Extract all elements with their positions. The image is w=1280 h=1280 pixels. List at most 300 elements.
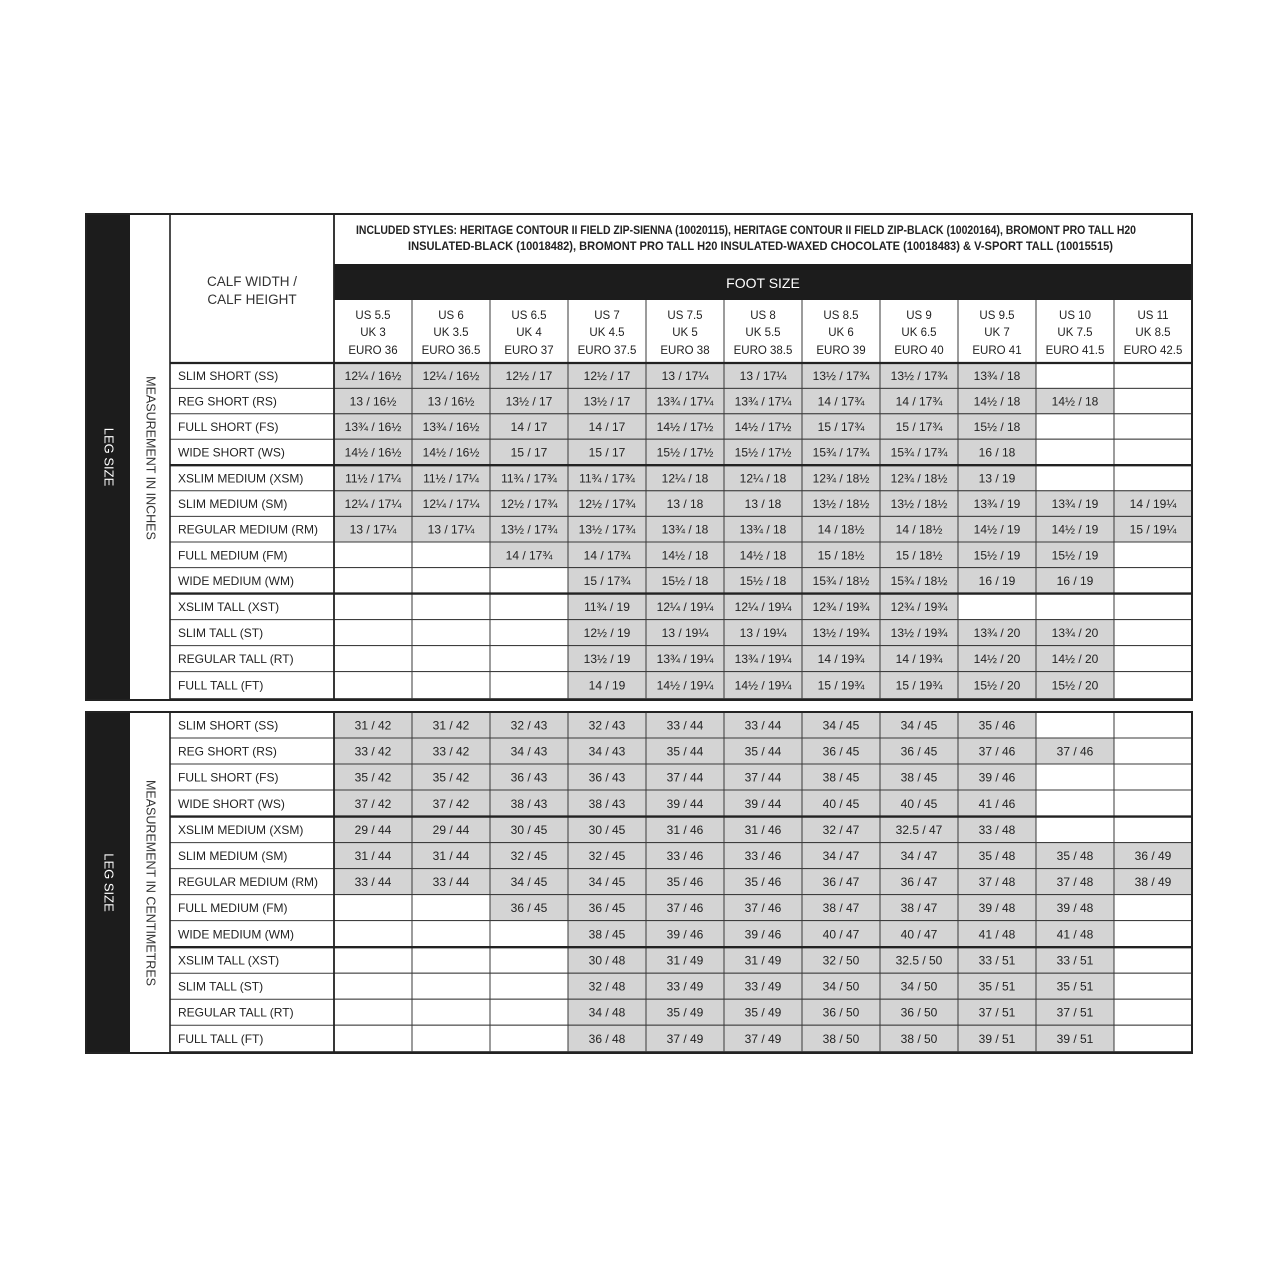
size-uk: UK 3.5 xyxy=(433,327,469,339)
empty-cell xyxy=(334,1025,412,1051)
size-cell-value: 34 / 45 xyxy=(822,718,860,733)
size-cell-value: 31 / 46 xyxy=(666,823,704,838)
empty-cell xyxy=(334,542,412,568)
corner-header-line: CALF HEIGHT xyxy=(207,292,297,307)
size-cell-value: 33 / 46 xyxy=(744,849,782,864)
size-cell-value: 35 / 46 xyxy=(978,718,1016,733)
size-cell-value: 15½ / 19 xyxy=(973,548,1021,563)
size-us: US 10 xyxy=(1059,310,1091,322)
size-cell-value: 15 / 17 xyxy=(588,445,626,460)
size-cell-value: 16 / 18 xyxy=(978,445,1016,460)
size-cell-value: 13½ / 17 xyxy=(505,394,553,409)
size-us: US 8 xyxy=(750,310,776,322)
empty-cell xyxy=(1114,465,1192,491)
size-cell-value: 14½ / 19¼ xyxy=(656,678,714,693)
size-cell-value: 12½ / 19 xyxy=(583,626,631,641)
size-cell-value: 12¼ / 18 xyxy=(739,471,787,486)
size-cell-value: 15½ / 17½ xyxy=(656,445,714,460)
size-cell-value: 37 / 49 xyxy=(666,1031,704,1046)
size-cell-value: 13½ / 17¾ xyxy=(578,522,636,537)
size-cell-value: 12½ / 17¾ xyxy=(578,497,636,512)
size-cell-value: 31 / 42 xyxy=(432,718,470,733)
size-cell-value: 31 / 44 xyxy=(354,849,392,864)
size-cell-value: 30 / 45 xyxy=(588,823,626,838)
size-cell-value: 40 / 47 xyxy=(822,927,860,942)
size-cell-value: 16 / 19 xyxy=(978,574,1016,589)
size-cell-value: 37 / 51 xyxy=(978,1005,1016,1020)
size-cell-value: 12¼ / 17¼ xyxy=(422,497,480,512)
size-cell-value: 31 / 49 xyxy=(744,953,782,968)
size-cell-value: 32.5 / 50 xyxy=(895,953,943,968)
row-label: FULL TALL (FT) xyxy=(178,1031,264,1046)
size-cell-value: 35 / 44 xyxy=(666,744,704,759)
row-label: FULL MEDIUM (FM) xyxy=(178,901,288,916)
size-euro: EURO 41.5 xyxy=(1045,345,1105,357)
empty-cell xyxy=(490,973,568,999)
size-cell-value: 13¾ / 19¼ xyxy=(656,652,714,667)
empty-cell xyxy=(334,620,412,646)
row-label: WIDE MEDIUM (WM) xyxy=(178,574,294,589)
included-styles-box xyxy=(334,214,1192,264)
size-cell-value: 34 / 43 xyxy=(510,744,548,759)
size-cell-value: 13 / 19¼ xyxy=(661,626,709,641)
empty-cell xyxy=(1114,1025,1192,1051)
size-cell-value: 14 / 17 xyxy=(510,420,548,434)
size-cell-value: 14 / 17¾ xyxy=(895,394,943,409)
empty-cell xyxy=(412,1025,490,1051)
size-cell-value: 14½ / 16½ xyxy=(422,445,480,460)
size-cell-value: 13 / 16½ xyxy=(427,394,475,409)
size-euro: EURO 37 xyxy=(504,345,554,357)
size-cell-value: 33 / 44 xyxy=(744,718,782,733)
size-cell-value: 12¾ / 18½ xyxy=(890,471,948,486)
size-uk: UK 3 xyxy=(360,327,386,339)
size-cell-value: 13 / 17¼ xyxy=(427,522,475,537)
size-euro: EURO 42.5 xyxy=(1123,345,1183,357)
size-cell-value: 14½ / 19 xyxy=(1051,522,1099,537)
size-cell-value: 35 / 48 xyxy=(1056,849,1094,864)
empty-cell xyxy=(1114,620,1192,646)
row-label: REGULAR MEDIUM (RM) xyxy=(178,875,318,890)
row-label: WIDE SHORT (WS) xyxy=(178,445,285,460)
row-label: XSLIM MEDIUM (XSM) xyxy=(178,823,304,838)
size-cell-value: 14½ / 20 xyxy=(1051,652,1099,667)
row-label: FULL MEDIUM (FM) xyxy=(178,548,288,563)
empty-cell xyxy=(412,542,490,568)
row-label: XSLIM MEDIUM (XSM) xyxy=(178,471,304,486)
size-cell-value: 14½ / 20 xyxy=(973,652,1021,667)
size-cell-value: 36 / 45 xyxy=(822,744,860,759)
size-cell-value: 36 / 45 xyxy=(900,744,938,759)
row-label: XSLIM TALL (XST) xyxy=(178,600,280,615)
empty-cell xyxy=(490,568,568,594)
size-cell-value: 12¾ / 19¾ xyxy=(812,600,870,615)
size-cell-value: 13½ / 17¾ xyxy=(812,369,870,384)
size-cell-value: 35 / 46 xyxy=(744,875,782,890)
size-cell-value: 31 / 46 xyxy=(744,823,782,838)
size-cell-value: 13½ / 18½ xyxy=(812,497,870,512)
size-cell-value: 13¾ / 19 xyxy=(1051,497,1099,512)
size-cell-value: 12¾ / 19¾ xyxy=(890,600,948,615)
size-cell-value: 11¾ / 19 xyxy=(584,600,630,615)
size-cell-value: 37 / 44 xyxy=(666,770,704,785)
size-cell-value: 37 / 48 xyxy=(978,875,1016,890)
size-cell-value: 15 / 17¾ xyxy=(817,420,865,434)
row-label: SLIM MEDIUM (SM) xyxy=(178,849,288,864)
size-cell-value: 13¾ / 17¼ xyxy=(734,394,792,409)
size-cell-value: 34 / 48 xyxy=(588,1005,626,1020)
size-cell-value: 15 / 19¼ xyxy=(1129,522,1177,537)
size-cell-value: 13 / 18 xyxy=(666,497,704,512)
size-cell-value: 13¾ / 19¼ xyxy=(734,652,792,667)
size-cell-value: 13½ / 17¾ xyxy=(890,369,948,384)
size-cell-value: 38 / 43 xyxy=(588,796,626,811)
size-cell-value: 33 / 42 xyxy=(354,744,392,759)
size-cell-value: 12¼ / 18 xyxy=(661,471,709,486)
size-euro: EURO 36.5 xyxy=(421,345,481,357)
size-cell-value: 15 / 17 xyxy=(510,445,548,460)
size-cell-value: 33 / 42 xyxy=(432,744,470,759)
size-cell-value: 12¼ / 19¼ xyxy=(734,600,792,615)
size-cell-value: 32 / 48 xyxy=(588,979,626,994)
size-cell-value: 15 / 17¾ xyxy=(895,420,943,434)
empty-cell xyxy=(1114,895,1192,921)
empty-cell xyxy=(334,646,412,672)
size-uk: UK 8.5 xyxy=(1135,327,1171,339)
empty-cell xyxy=(1114,817,1192,843)
size-cell-value: 33 / 48 xyxy=(978,823,1016,838)
size-cell-value: 13 / 19¼ xyxy=(739,626,787,641)
empty-cell xyxy=(1036,439,1114,465)
size-cell-value: 36 / 43 xyxy=(588,770,626,785)
row-label: REGULAR TALL (RT) xyxy=(178,652,294,667)
size-cell-value: 29 / 44 xyxy=(354,823,392,838)
size-cell-value: 13¾ / 16½ xyxy=(344,420,402,434)
size-us: US 9 xyxy=(906,310,932,322)
size-cell-value: 39 / 46 xyxy=(666,927,704,942)
size-cell-value: 15 / 19¾ xyxy=(895,678,943,693)
size-cell-value: 37 / 46 xyxy=(744,901,782,916)
size-cell-value: 38 / 50 xyxy=(900,1031,938,1046)
size-cell-value: 12½ / 17 xyxy=(505,369,553,384)
size-cell-value: 38 / 45 xyxy=(588,927,626,942)
empty-cell xyxy=(1114,738,1192,764)
empty-cell xyxy=(1036,363,1114,388)
empty-cell xyxy=(412,947,490,973)
empty-cell xyxy=(490,999,568,1025)
size-cell-value: 15 / 18½ xyxy=(817,548,865,563)
empty-cell xyxy=(1114,439,1192,465)
size-euro: EURO 39 xyxy=(816,345,866,357)
size-cell-value: 15½ / 20 xyxy=(1051,678,1099,693)
size-cell-value: 36 / 47 xyxy=(900,875,938,890)
size-cell-value: 35 / 51 xyxy=(1056,979,1094,994)
size-cell-value: 31 / 44 xyxy=(432,849,470,864)
size-cell-value: 35 / 42 xyxy=(432,770,470,785)
empty-cell xyxy=(1114,999,1192,1025)
size-cell-value: 38 / 47 xyxy=(900,901,938,916)
size-cell-value: 36 / 45 xyxy=(588,901,626,916)
size-cell-value: 14½ / 19¼ xyxy=(734,678,792,693)
size-cell-value: 34 / 45 xyxy=(588,875,626,890)
size-cell-value: 13¾ / 18 xyxy=(661,522,709,537)
empty-cell xyxy=(1114,672,1192,699)
size-cell-value: 14 / 19 xyxy=(588,678,626,693)
size-cell-value: 14 / 17 xyxy=(588,420,626,434)
empty-cell xyxy=(1036,764,1114,790)
row-label: SLIM SHORT (SS) xyxy=(178,369,279,384)
size-us: US 9.5 xyxy=(979,310,1015,322)
size-cell-value: 15½ / 17½ xyxy=(734,445,792,460)
row-label: REG SHORT (RS) xyxy=(178,394,277,409)
size-uk: UK 4 xyxy=(516,327,542,339)
empty-cell xyxy=(490,672,568,699)
empty-cell xyxy=(1036,594,1114,620)
size-uk: UK 6 xyxy=(828,327,854,339)
size-cell-value: 13 / 18 xyxy=(744,497,782,512)
empty-cell xyxy=(412,672,490,699)
size-us: US 6 xyxy=(438,310,464,322)
row-label: SLIM SHORT (SS) xyxy=(178,718,279,733)
size-cell-value: 39 / 51 xyxy=(1056,1031,1094,1046)
size-cell-value: 30 / 48 xyxy=(588,953,626,968)
row-label: SLIM TALL (ST) xyxy=(178,626,264,641)
size-cell-value: 34 / 45 xyxy=(900,718,938,733)
empty-cell xyxy=(1114,790,1192,817)
size-cell-value: 14½ / 16½ xyxy=(344,445,402,460)
corner-header-line: CALF WIDTH / xyxy=(207,274,297,289)
size-cell-value: 37 / 42 xyxy=(354,796,392,811)
row-label: SLIM TALL (ST) xyxy=(178,979,264,994)
size-cell-value: 14 / 19¾ xyxy=(817,652,865,667)
size-cell-value: 38 / 45 xyxy=(900,770,938,785)
empty-cell xyxy=(334,947,412,973)
empty-cell xyxy=(1114,947,1192,973)
size-cell-value: 35 / 44 xyxy=(744,744,782,759)
size-uk: UK 4.5 xyxy=(589,327,625,339)
foot-size-label: FOOT SIZE xyxy=(726,275,800,291)
size-cell-value: 14 / 17¾ xyxy=(505,548,553,563)
size-cell-value: 12½ / 17¾ xyxy=(500,497,558,512)
empty-cell xyxy=(1036,465,1114,491)
size-cell-value: 35 / 46 xyxy=(666,875,704,890)
size-cell-value: 33 / 49 xyxy=(744,979,782,994)
size-cell-value: 35 / 42 xyxy=(354,770,392,785)
size-cell-value: 12¾ / 18½ xyxy=(812,471,870,486)
size-cell-value: 37 / 46 xyxy=(666,901,704,916)
size-cell-value: 15½ / 20 xyxy=(973,678,1021,693)
size-cell-value: 14½ / 19 xyxy=(973,522,1021,537)
size-cell-value: 38 / 43 xyxy=(510,796,548,811)
size-us: US 8.5 xyxy=(823,310,859,322)
size-cell-value: 37 / 48 xyxy=(1056,875,1094,890)
size-cell-value: 34 / 50 xyxy=(822,979,860,994)
size-uk: UK 5 xyxy=(672,327,698,339)
unit-label: MEASUREMENT IN CENTIMETRES xyxy=(143,779,158,987)
size-cell-value: 15 / 17¾ xyxy=(583,574,631,589)
size-us: US 11 xyxy=(1137,310,1169,322)
empty-cell xyxy=(490,646,568,672)
size-cell-value: 15 / 19¾ xyxy=(817,678,865,693)
size-cell-value: 32 / 47 xyxy=(822,823,860,838)
unit-label: MEASUREMENT IN INCHES xyxy=(143,376,158,540)
size-cell-value: 39 / 46 xyxy=(978,770,1016,785)
size-cell-value: 13 / 16½ xyxy=(349,394,397,409)
size-cell-value: 13¾ / 18 xyxy=(973,369,1021,384)
size-cell-value: 12½ / 17 xyxy=(583,369,631,384)
empty-cell xyxy=(334,568,412,594)
empty-cell xyxy=(490,1025,568,1051)
size-cell-value: 33 / 51 xyxy=(1056,953,1094,968)
empty-cell xyxy=(334,594,412,620)
empty-cell xyxy=(1114,764,1192,790)
empty-cell xyxy=(490,620,568,646)
size-cell-value: 34 / 47 xyxy=(822,849,860,864)
size-cell-value: 14½ / 18 xyxy=(1051,394,1099,409)
size-cell-value: 34 / 43 xyxy=(588,744,626,759)
empty-cell xyxy=(1114,363,1192,388)
size-cell-value: 14 / 18½ xyxy=(817,522,865,537)
size-euro: EURO 40 xyxy=(894,345,944,357)
size-cell-value: 37 / 46 xyxy=(1056,744,1094,759)
empty-cell xyxy=(412,999,490,1025)
size-uk: UK 5.5 xyxy=(745,327,781,339)
size-cell-value: 39 / 44 xyxy=(666,796,704,811)
empty-cell xyxy=(334,999,412,1025)
size-cell-value: 37 / 44 xyxy=(744,770,782,785)
size-cell-value: 12¼ / 17¼ xyxy=(344,497,402,512)
size-cell-value: 39 / 46 xyxy=(744,927,782,942)
size-cell-value: 13½ / 17 xyxy=(583,394,631,409)
empty-cell xyxy=(1114,973,1192,999)
size-cell-value: 35 / 51 xyxy=(978,979,1016,994)
size-cell-value: 32.5 / 47 xyxy=(895,823,943,838)
size-cell-value: 38 / 45 xyxy=(822,770,860,785)
size-cell-value: 15¾ / 17¾ xyxy=(812,445,870,460)
leg-size-label: LEG SIZE xyxy=(101,853,117,912)
size-cell-value: 38 / 47 xyxy=(822,901,860,916)
empty-cell xyxy=(1114,646,1192,672)
size-cell-value: 33 / 44 xyxy=(354,875,392,890)
size-cell-value: 35 / 48 xyxy=(978,849,1016,864)
size-cell-value: 39 / 44 xyxy=(744,796,782,811)
size-us: US 5.5 xyxy=(355,310,391,322)
size-cell-value: 37 / 49 xyxy=(744,1031,782,1046)
empty-cell xyxy=(1114,921,1192,948)
empty-cell xyxy=(412,895,490,921)
leg-size-label: LEG SIZE xyxy=(101,427,117,487)
size-cell-value: 32 / 43 xyxy=(588,718,626,733)
empty-cell xyxy=(958,594,1036,620)
size-cell-value: 14½ / 18 xyxy=(973,394,1021,409)
size-uk: UK 7.5 xyxy=(1057,327,1093,339)
size-cell-value: 35 / 49 xyxy=(666,1005,704,1020)
size-cell-value: 37 / 42 xyxy=(432,796,470,811)
size-cell-value: 14 / 19¼ xyxy=(1129,497,1177,512)
row-label: REG SHORT (RS) xyxy=(178,744,277,759)
size-cell-value: 15¾ / 18½ xyxy=(812,574,870,589)
size-cell-value: 13¾ / 16½ xyxy=(422,420,480,434)
size-euro: EURO 37.5 xyxy=(577,345,637,357)
size-cell-value: 38 / 49 xyxy=(1134,875,1172,890)
size-cell-value: 33 / 44 xyxy=(666,718,704,733)
size-us: US 7.5 xyxy=(667,310,703,322)
empty-cell xyxy=(1036,414,1114,439)
size-cell-value: 16 / 19 xyxy=(1056,574,1094,589)
row-label: FULL TALL (FT) xyxy=(178,678,264,693)
row-label: REGULAR MEDIUM (RM) xyxy=(178,522,318,537)
size-cell-value: 13½ / 17¾ xyxy=(500,522,558,537)
size-cell-value: 14 / 17¾ xyxy=(817,394,865,409)
row-label: REGULAR TALL (RT) xyxy=(178,1005,294,1020)
empty-cell xyxy=(412,594,490,620)
size-cell-value: 34 / 50 xyxy=(900,979,938,994)
empty-cell xyxy=(412,620,490,646)
empty-cell xyxy=(1114,568,1192,594)
size-cell-value: 11½ / 17¼ xyxy=(345,471,401,486)
size-uk: UK 6.5 xyxy=(901,327,937,339)
size-cell-value: 36 / 49 xyxy=(1134,849,1172,864)
size-euro: EURO 38 xyxy=(660,345,710,357)
row-label: WIDE MEDIUM (WM) xyxy=(178,927,294,942)
empty-cell xyxy=(1114,388,1192,413)
size-cell-value: 37 / 46 xyxy=(978,744,1016,759)
empty-cell xyxy=(490,921,568,948)
size-cell-value: 15¾ / 17¾ xyxy=(890,445,948,460)
empty-cell xyxy=(1114,712,1192,738)
size-cell-value: 35 / 49 xyxy=(744,1005,782,1020)
size-cell-value: 13¾ / 20 xyxy=(1051,626,1099,641)
size-cell-value: 32 / 43 xyxy=(510,718,548,733)
size-euro: EURO 38.5 xyxy=(733,345,793,357)
size-cell-value: 36 / 50 xyxy=(822,1005,860,1020)
size-cell-value: 14½ / 18 xyxy=(739,548,787,563)
size-cell-value: 13½ / 19 xyxy=(583,652,631,667)
size-cell-value: 33 / 46 xyxy=(666,849,704,864)
size-cell-value: 41 / 48 xyxy=(1056,927,1094,942)
size-cell-value: 36 / 45 xyxy=(510,901,548,916)
size-us: US 7 xyxy=(594,310,620,322)
empty-cell xyxy=(490,947,568,973)
empty-cell xyxy=(1114,594,1192,620)
size-cell-value: 32 / 50 xyxy=(822,953,860,968)
size-cell-value: 36 / 50 xyxy=(900,1005,938,1020)
size-cell-value: 13 / 17¼ xyxy=(661,369,709,384)
empty-cell xyxy=(412,568,490,594)
size-cell-value: 13¾ / 20 xyxy=(973,626,1021,641)
empty-cell xyxy=(412,646,490,672)
size-cell-value: 12¼ / 16½ xyxy=(422,369,480,384)
empty-cell xyxy=(1036,712,1114,738)
size-cell-value: 33 / 51 xyxy=(978,953,1016,968)
size-cell-value: 13¾ / 18 xyxy=(739,522,787,537)
size-cell-value: 38 / 50 xyxy=(822,1031,860,1046)
size-cell-value: 29 / 44 xyxy=(432,823,470,838)
size-cell-value: 11¾ / 17¾ xyxy=(501,471,557,486)
size-cell-value: 39 / 48 xyxy=(1056,901,1094,916)
size-cell-value: 11¾ / 17¾ xyxy=(579,471,635,486)
size-us: US 6.5 xyxy=(511,310,547,322)
size-cell-value: 11½ / 17¼ xyxy=(423,471,479,486)
size-cell-value: 40 / 45 xyxy=(822,796,860,811)
size-cell-value: 37 / 51 xyxy=(1056,1005,1094,1020)
size-cell-value: 34 / 47 xyxy=(900,849,938,864)
size-cell-value: 34 / 45 xyxy=(510,875,548,890)
size-cell-value: 15½ / 18 xyxy=(973,420,1021,434)
size-cell-value: 13 / 17¼ xyxy=(739,369,787,384)
size-cell-value: 13 / 19 xyxy=(978,471,1016,486)
size-cell-value: 31 / 49 xyxy=(666,953,704,968)
